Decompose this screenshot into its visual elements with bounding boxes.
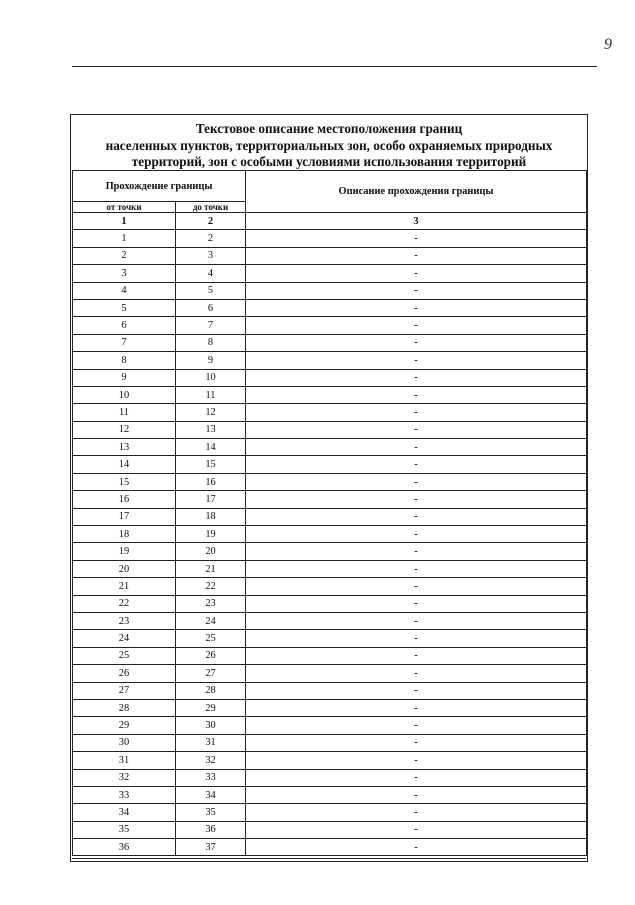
table-row <box>73 386 587 403</box>
cell-to-point: 33 <box>176 769 246 786</box>
cell-from-point: 10 <box>73 386 176 403</box>
cell-from-point: 29 <box>73 717 176 734</box>
cell-description: - <box>246 543 587 560</box>
cell-from-point: 36 <box>73 839 176 856</box>
cell-from-point: 2 <box>73 247 176 264</box>
cell-description: - <box>246 439 587 456</box>
cell-from-point: 22 <box>73 595 176 612</box>
cell-description: - <box>246 630 587 647</box>
table-row <box>73 334 587 351</box>
cell-description: - <box>246 821 587 838</box>
cell-from-point: 26 <box>73 665 176 682</box>
cell-description: - <box>246 247 587 264</box>
title-line-1: Текстовое описание местоположения границ <box>195 121 463 136</box>
cell-description: - <box>246 665 587 682</box>
cell-from-point: 24 <box>73 630 176 647</box>
cell-to-point: 25 <box>176 630 246 647</box>
cell-to-point: 3 <box>176 247 246 264</box>
cell-to-point: 27 <box>176 665 246 682</box>
cell-to-point: 37 <box>176 839 246 856</box>
cell-description: - <box>246 334 587 351</box>
cell-from-point: 14 <box>73 456 176 473</box>
cell-description: - <box>246 386 587 403</box>
cell-description: - <box>246 473 587 490</box>
table-row <box>73 369 587 386</box>
cell-to-point: 30 <box>176 717 246 734</box>
cell-description: - <box>246 526 587 543</box>
cell-description: - <box>246 404 587 421</box>
cell-to-point: 36 <box>176 821 246 838</box>
cell-to-point: 32 <box>176 752 246 769</box>
cell-to-point: 17 <box>176 491 246 508</box>
cell-from-point: 17 <box>73 508 176 525</box>
cell-from-point: 25 <box>73 647 176 664</box>
cell-from-point: 3 <box>73 265 176 282</box>
header-rule <box>72 66 597 67</box>
cell-from-point: 19 <box>73 543 176 560</box>
cell-from-point: 8 <box>73 352 176 369</box>
table-row <box>73 612 587 629</box>
table-row <box>73 421 587 438</box>
cell-to-point: 28 <box>176 682 246 699</box>
cell-from-point: 27 <box>73 682 176 699</box>
cell-description: - <box>246 839 587 856</box>
cell-to-point: 19 <box>176 526 246 543</box>
table-row <box>73 595 587 612</box>
table-row <box>73 404 587 421</box>
cell-from-point: 6 <box>73 317 176 334</box>
cell-description: - <box>246 456 587 473</box>
cell-description: - <box>246 595 587 612</box>
cell-from-point: 9 <box>73 369 176 386</box>
header-description: Описание прохождения границы <box>246 171 587 213</box>
table-row <box>73 630 587 647</box>
cell-description: - <box>246 769 587 786</box>
cell-description: - <box>246 717 587 734</box>
cell-to-point: 6 <box>176 299 246 316</box>
cell-description: - <box>246 265 587 282</box>
table-row <box>73 508 587 525</box>
cell-from-point: 16 <box>73 491 176 508</box>
cell-from-point: 34 <box>73 804 176 821</box>
column-number-row <box>73 213 587 230</box>
cell-from-point: 32 <box>73 769 176 786</box>
cell-to-point: 21 <box>176 560 246 577</box>
cell-to-point: 12 <box>176 404 246 421</box>
page-number: 9 <box>604 36 612 53</box>
cell-to-point: 31 <box>176 734 246 751</box>
table-row <box>73 699 587 716</box>
header-to-point: до точки <box>176 202 246 213</box>
table-row <box>73 734 587 751</box>
cell-from-point: 35 <box>73 821 176 838</box>
cell-description: - <box>246 612 587 629</box>
cell-from-point: 13 <box>73 439 176 456</box>
table-header-row <box>73 171 587 202</box>
cell-from-point: 18 <box>73 526 176 543</box>
table-row <box>73 839 587 856</box>
cell-from-point: 11 <box>73 404 176 421</box>
cell-description: - <box>246 491 587 508</box>
table-row <box>73 717 587 734</box>
cell-from-point: 21 <box>73 578 176 595</box>
frame-inner-rule <box>72 858 586 859</box>
table-row <box>73 578 587 595</box>
cell-to-point: 29 <box>176 699 246 716</box>
table-row <box>73 473 587 490</box>
cell-description: - <box>246 317 587 334</box>
table-row <box>73 786 587 803</box>
table-row <box>73 299 587 316</box>
cell-description: - <box>246 369 587 386</box>
cell-to-point: 11 <box>176 386 246 403</box>
cell-from-point: 15 <box>73 473 176 490</box>
table-row <box>73 665 587 682</box>
cell-from-point: 30 <box>73 734 176 751</box>
cell-description: - <box>246 352 587 369</box>
cell-to-point: 10 <box>176 369 246 386</box>
table-row <box>73 456 587 473</box>
cell-to-point: 13 <box>176 421 246 438</box>
table-row <box>73 526 587 543</box>
table-row <box>73 230 587 247</box>
table-row <box>73 247 587 264</box>
cell-to-point: 22 <box>176 578 246 595</box>
header-boundary-passage: Прохождение границы <box>73 171 246 202</box>
cell-to-point: 18 <box>176 508 246 525</box>
cell-to-point: 15 <box>176 456 246 473</box>
title-line-2: населенных пунктов, территориальных зон, особо охраняемых природных <box>105 137 553 153</box>
table-row <box>73 560 587 577</box>
cell-to-point: 8 <box>176 334 246 351</box>
cell-description: - <box>246 508 587 525</box>
table-row <box>73 439 587 456</box>
table-body <box>73 230 587 856</box>
title-line-3: территорий, зон с особыми условиями использования территорий <box>131 154 527 169</box>
cell-to-point: 7 <box>176 317 246 334</box>
cell-from-point: 28 <box>73 699 176 716</box>
cell-from-point: 20 <box>73 560 176 577</box>
cell-from-point: 4 <box>73 282 176 299</box>
table-row <box>73 265 587 282</box>
cell-description: - <box>246 786 587 803</box>
cell-to-point: 24 <box>176 612 246 629</box>
cell-description: - <box>246 421 587 438</box>
cell-from-point: 5 <box>73 299 176 316</box>
cell-description: - <box>246 699 587 716</box>
cell-description: - <box>246 230 587 247</box>
cell-to-point: 9 <box>176 352 246 369</box>
cell-to-point: 20 <box>176 543 246 560</box>
cell-from-point: 1 <box>73 230 176 247</box>
table-row <box>73 282 587 299</box>
table-row <box>73 647 587 664</box>
cell-from-point: 31 <box>73 752 176 769</box>
column-number-3: 3 <box>246 213 587 230</box>
cell-description: - <box>246 299 587 316</box>
cell-from-point: 33 <box>73 786 176 803</box>
column-number-2: 2 <box>176 213 246 230</box>
cell-to-point: 5 <box>176 282 246 299</box>
cell-description: - <box>246 282 587 299</box>
cell-description: - <box>246 560 587 577</box>
table-row <box>73 804 587 821</box>
cell-description: - <box>246 682 587 699</box>
cell-to-point: 35 <box>176 804 246 821</box>
column-number-1: 1 <box>73 213 176 230</box>
table-row <box>73 491 587 508</box>
cell-from-point: 7 <box>73 334 176 351</box>
table-row <box>73 352 587 369</box>
cell-from-point: 12 <box>73 421 176 438</box>
cell-to-point: 2 <box>176 230 246 247</box>
header-from-point: от точки <box>73 202 176 213</box>
cell-from-point: 23 <box>73 612 176 629</box>
table-row <box>73 752 587 769</box>
cell-description: - <box>246 804 587 821</box>
table-row <box>73 821 587 838</box>
cell-description: - <box>246 752 587 769</box>
cell-description: - <box>246 578 587 595</box>
cell-to-point: 34 <box>176 786 246 803</box>
cell-to-point: 23 <box>176 595 246 612</box>
table-row <box>73 682 587 699</box>
cell-to-point: 14 <box>176 439 246 456</box>
cell-to-point: 16 <box>176 473 246 490</box>
cell-to-point: 26 <box>176 647 246 664</box>
cell-description: - <box>246 647 587 664</box>
document-title <box>71 121 587 171</box>
cell-to-point: 4 <box>176 265 246 282</box>
boundary-table <box>72 170 587 856</box>
table-row <box>73 769 587 786</box>
table-row <box>73 543 587 560</box>
table-row <box>73 317 587 334</box>
cell-description: - <box>246 734 587 751</box>
